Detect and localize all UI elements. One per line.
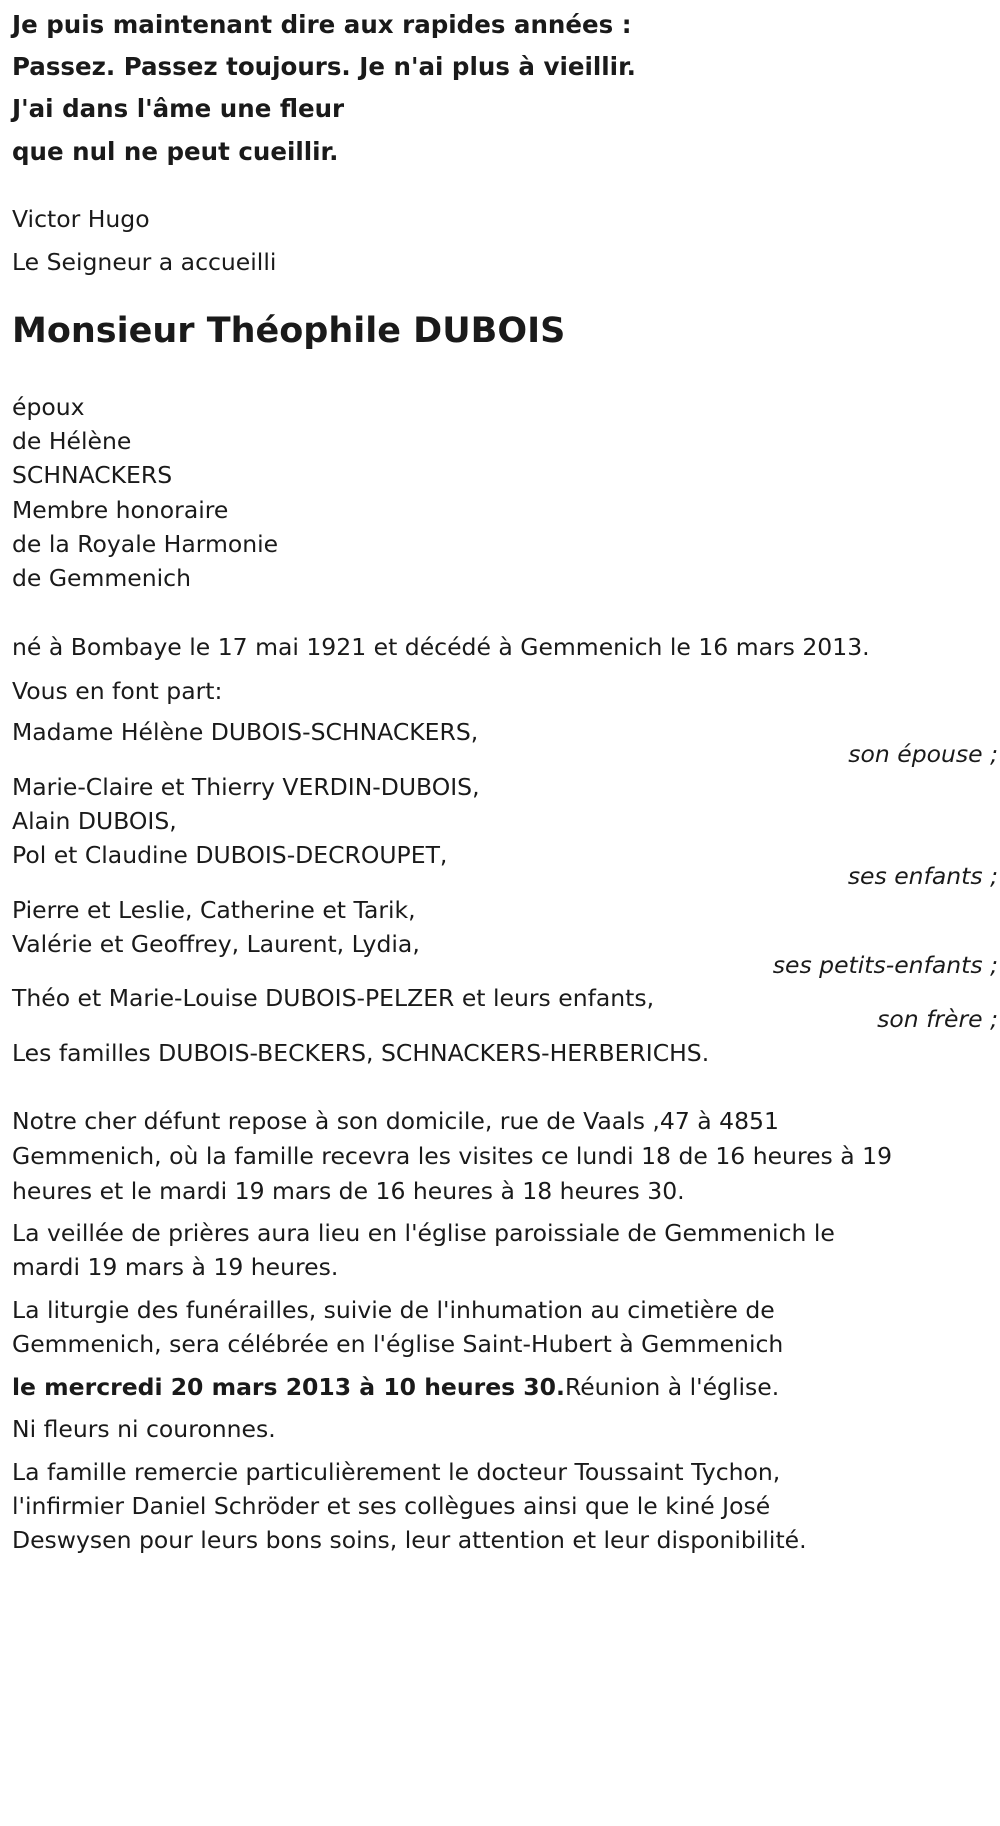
vigil-paragraph-line: mardi 19 mars à 19 heures. (12, 1253, 339, 1281)
birth-death-line: né à Bombaye le 17 mai 1921 et décédé à Gemmenich le 16 mars 2013. (12, 633, 870, 661)
deceased-name: Monsieur Théophile DUBOIS (12, 311, 566, 351)
poem-author: Victor Hugo (12, 205, 150, 233)
spouse-line: Madame Hélène DUBOIS-SCHNACKERS, (12, 718, 479, 746)
child-line: Pol et Claudine DUBOIS-DECROUPET, (12, 841, 448, 869)
thanks-paragraph-line: La famille remercie particulièrement le docteur Toussaint Tychon, (12, 1458, 781, 1486)
thanks-paragraph-line: Deswysen pour leurs bons soins, leur attention et leur disponibilité. (12, 1526, 807, 1554)
spouse-role: son épouse ; (848, 740, 998, 768)
child-line: Alain DUBOIS, (12, 807, 177, 835)
brother-line: Théo et Marie-Louise DUBOIS-PELZER et leurs enfants, (12, 984, 655, 1012)
description-line: Membre honoraire (12, 496, 229, 524)
children-role: ses enfants ; (847, 862, 998, 890)
intro-text: Le Seigneur a accueilli (12, 248, 277, 276)
rest-paragraph-line: heures et le mardi 19 mars de 16 heures à 18 heures 30. (12, 1177, 685, 1205)
liturgy-paragraph-line: La liturgie des funérailles, suivie de l'inhumation au cimetière de (12, 1296, 775, 1324)
thanks-paragraph-line: l'infirmier Daniel Schröder et ses collègues ainsi que le kiné José (12, 1492, 771, 1520)
funeral-date-line (12, 1373, 779, 1402)
grandchildren-role: ses petits-enfants ; (772, 951, 998, 979)
rest-paragraph-line: Notre cher défunt repose à son domicile, rue de Vaals ,47 à 4851 (12, 1107, 779, 1135)
description-line: de Hélène (12, 427, 132, 455)
child-line: Marie-Claire et Thierry VERDIN-DUBOIS, (12, 773, 480, 801)
poem-line-1: Je puis maintenant dire aux rapides années : (12, 10, 632, 39)
brother-role: son frère ; (877, 1005, 998, 1033)
poem-line-4: que nul ne peut cueillir. (12, 137, 339, 166)
families-line: Les familles DUBOIS-BECKERS, SCHNACKERS-HERBERICHS. (12, 1039, 710, 1067)
funeral-date: le mercredi 20 mars 2013 à 10 heures 30. (12, 1373, 565, 1401)
no-flowers-line: Ni fleurs ni couronnes. (12, 1415, 276, 1443)
announce-line: Vous en font part: (12, 677, 223, 705)
liturgy-paragraph-line: Gemmenich, sera célébrée en l'église Saint-Hubert à Gemmenich (12, 1330, 784, 1358)
grandchild-line: Valérie et Geoffrey, Laurent, Lydia, (12, 930, 420, 958)
description-line: de la Royale Harmonie (12, 530, 279, 558)
description-line: époux (12, 393, 85, 421)
poem-line-2: Passez. Passez toujours. Je n'ai plus à vieillir. (12, 52, 636, 81)
description-line: SCHNACKERS (12, 461, 173, 489)
vigil-paragraph-line: La veillée de prières aura lieu en l'église paroissiale de Gemmenich le (12, 1219, 835, 1247)
funeral-date-note: Réunion à l'église. (564, 1373, 780, 1401)
description-line: de Gemmenich (12, 564, 191, 592)
poem-line-3: J'ai dans l'âme une fleur (12, 94, 345, 123)
grandchild-line: Pierre et Leslie, Catherine et Tarik, (12, 896, 416, 924)
rest-paragraph-line: Gemmenich, où la famille recevra les visites ce lundi 18 de 16 heures à 19 (12, 1142, 893, 1170)
